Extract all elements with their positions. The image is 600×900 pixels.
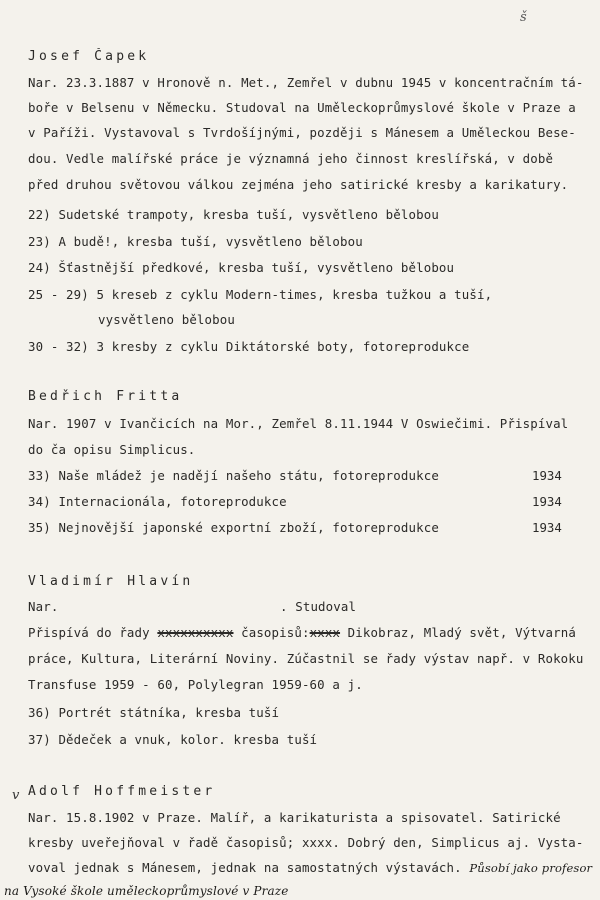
corner-handwritten-mark: š — [520, 10, 527, 25]
handwritten-check-mark: v — [12, 788, 20, 803]
capek-bio-line-4: dou. Vedle malířské práce je významná jeho činnost kreslířská, v době — [28, 151, 554, 166]
work-item-25-29-cont: vysvětleno bělobou — [98, 312, 235, 327]
artist-name-hlavin: Vladimír Hlavín — [28, 574, 194, 589]
fritta-bio-line-1: Nar. 1907 v Ivančicích na Mor., Zemřel 8.11.1944 V Oswiečimi. Přispíval — [28, 416, 569, 431]
work-item-34-text: 34) Internacionála, fotoreprodukce — [28, 494, 287, 509]
artist-name-fritta: Bedřich Fritta — [28, 389, 183, 404]
work-item-23: 23) A budě!, kresba tuší, vysvětleno bělobou — [28, 234, 363, 249]
work-item-34-year: 1934 — [532, 494, 562, 509]
work-item-33 — [28, 467, 596, 485]
hoffmeister-bio-line-1: Nar. 15.8.1902 v Praze. Malíř, a karikaturista a spisovatel. Satirické — [28, 810, 561, 825]
work-item-35-year: 1934 — [532, 520, 562, 535]
work-item-24: 24) Šťastnější předkové, kresba tuší, vysvětleno bělobou — [28, 260, 455, 275]
hoffmeister-bio-3-handwritten: Působí jako profesor — [469, 861, 593, 875]
work-item-36: 36) Portrét státníka, kresba tuší — [28, 705, 280, 720]
capek-bio-line-3: v Paříži. Vystavoval s Tvrdošíjnými, později s Mánesem a Uměleckou Bese- — [28, 125, 576, 140]
hlavin-bio-line-1 — [28, 624, 596, 642]
hlavin-bio-1-pre: Přispívá do řady — [28, 625, 158, 640]
hoffmeister-handwritten-note: na Vysoké škole uměleckoprůmyslové v Praze — [4, 884, 289, 898]
work-item-30-32: 30 - 32) 3 kresby z cyklu Diktátorské boty, fotoreprodukce — [28, 339, 470, 354]
hlavin-bio-1-post: Dikobraz, Mladý svět, Výtvarná — [340, 625, 576, 640]
fritta-bio-line-2: do ča opisu Simplicus. — [28, 442, 196, 457]
work-item-37: 37) Dědeček a vnuk, kolor. kresba tuší — [28, 732, 318, 747]
hoffmeister-bio-3-text: voval jednak s Mánesem, jednak na samostatných výstavách. — [28, 860, 470, 875]
capek-bio-line-1: Nar. 23.3.1887 v Hronově n. Met., Zemřel v dubnu 1945 v koncentračním tá- — [28, 75, 584, 90]
work-item-25-29: 25 - 29) 5 kreseb z cyklu Modern-times, kresba tužkou a tuší, — [28, 287, 493, 302]
capek-bio-line-5: před druhou světovou válkou zejména jeho satirické kresby a karikatury. — [28, 177, 569, 192]
work-item-35-text: 35) Nejnovější japonské exportní zboží, fotoreprodukce — [28, 520, 439, 535]
artist-name-capek: Josef Čapek — [28, 49, 150, 64]
hoffmeister-bio-line-3 — [28, 859, 596, 877]
hlavin-nar: Nar. — [28, 599, 59, 614]
hlavin-nar-line — [28, 598, 596, 616]
hlavin-bio-1-mid: časopisů: — [233, 625, 310, 640]
hlavin-bio-line-2: práce, Kultura, Literární Noviny. Zúčastnil se řady výstav např. v Rokoku — [28, 651, 584, 666]
work-item-33-year: 1934 — [532, 468, 562, 483]
hlavin-bio-1-strike: xxxxxxxxxx — [157, 625, 234, 640]
hlavin-bio-1-strike2: xxxx — [309, 625, 341, 640]
capek-bio-line-2: boře v Belsenu v Německu. Studoval na Uměleckoprůmyslové škole v Praze a — [28, 100, 576, 115]
work-item-35 — [28, 519, 596, 537]
work-item-22: 22) Sudetské trampoty, kresba tuší, vysvětleno bělobou — [28, 207, 439, 222]
work-item-33-text: 33) Naše mládež je nadějí našeho státu, fotoreprodukce — [28, 468, 439, 483]
hlavin-bio-line-3: Transfuse 1959 - 60, Polylegran 1959-60 a j. — [28, 677, 363, 692]
work-item-34 — [28, 493, 596, 511]
artist-name-hoffmeister: Adolf Hoffmeister — [28, 784, 216, 799]
hlavin-studoval: . Studoval — [280, 599, 357, 614]
hoffmeister-bio-line-2: kresby uveřejňoval v řadě časopisů; xxxx. Dobrý den, Simplicus aj. Vysta- — [28, 835, 584, 850]
